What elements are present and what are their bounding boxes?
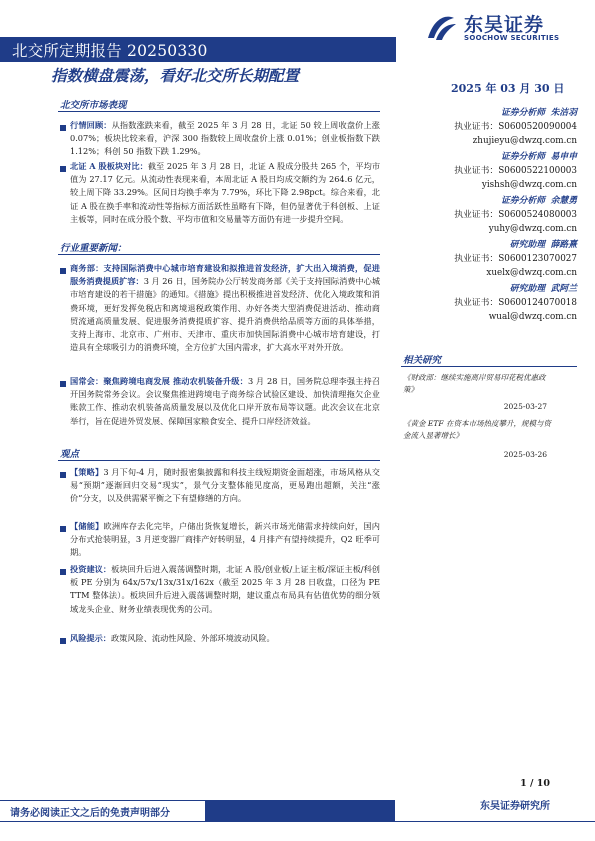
cert-label: 执业证书： (454, 166, 499, 176)
para-label: 【储能】 (70, 521, 104, 531)
analyst-name: 余慧勇 (550, 196, 577, 206)
analyst-email[interactable]: zhujieyu@dwzq.com.cn (472, 136, 577, 146)
analyst-role: 研究助理 (509, 284, 545, 294)
page-number: 1 / 10 (520, 778, 550, 789)
cert-label: 执业证书： (454, 122, 499, 132)
report-series-title: 北交所定期报告 20250330 (12, 42, 208, 60)
cert-number: S0600124070018 (498, 298, 577, 308)
para-text: 欧洲库存去化完毕，户储出货恢复增长，新兴市场光储需求持续向好，国内分布式抢装明显，3 月逆变器厂商排产好转明显，4 月排产有望持续提升，Q2 旺季可期。 (70, 521, 380, 558)
analyst-name: 武阿兰 (550, 284, 577, 294)
cert-label: 执业证书： (454, 210, 499, 220)
analyst-role: 证券分析师 (501, 196, 545, 206)
bullet-icon (60, 268, 66, 274)
logo-text-cn: 东吴证券 (464, 14, 545, 36)
related-item-date: 2025-03-27 (503, 402, 547, 411)
para-label: 国常会：聚焦跨境电商发展 推动农机装备升级： (70, 376, 248, 386)
para-text: 3 月下旬-4 月，随时报密集披露和科技主线短期资金面超涨，市场风格从交易“预期”逐渐回归交易“现实”，景气分支整体能见度高，更易跑出超额，关注“涨价”分支，以及供需紧平衡之下有望修缮的方向。 (70, 467, 380, 504)
analyst-card (454, 106, 577, 148)
analyst-email[interactable]: wual@dwzq.com.cn (488, 312, 577, 322)
analyst-name: 薛路熹 (550, 240, 577, 250)
report-date: 2025 年 03 月 30 日 (451, 82, 565, 95)
analyst-card (454, 282, 577, 324)
cert-number: S0600522100003 (498, 166, 577, 176)
related-item-date: 2025-03-26 (503, 450, 547, 459)
section-title-news: 行业重要新闻： (60, 243, 127, 254)
news-commerce-paragraph (70, 262, 380, 354)
para-text: 截至 2025 年 3 月 28 日，北证 A 股成分股共 265 个，平均市值为 27.17 亿元。从流动性表现来看，本周北证 A 股日均成交额约为 264.6 亿元，较上周下降 33.29%。区间日均换手率为 7.79%，环比下降 2.98pct。综合来看，北证 A 股在换手率和流动性等指标方面活跃性虽略有下降，但仍显著优于科创板、上证主板等，同时在成分股个数、平均市值和交易量等方面仍有进一步提升空间。 (70, 161, 381, 224)
section-title-market: 北交所市场表现 (60, 100, 127, 111)
disclaimer-text[interactable]: 请务必阅读正文之后的免责声明部分 (10, 808, 170, 819)
section-title-view: 观点 (60, 449, 80, 460)
bullet-icon (60, 472, 66, 478)
analyst-card (454, 150, 577, 192)
bullet-icon (60, 381, 66, 387)
board-compare-paragraph (70, 160, 380, 226)
cert-label: 执业证书： (454, 298, 499, 308)
analyst-name: 朱洁羽 (550, 108, 577, 118)
bullet-icon (60, 125, 66, 131)
analyst-card (454, 194, 577, 236)
footer-firm-name: 东吴证券研究所 (480, 801, 550, 812)
cert-number: S0600520090004 (498, 122, 577, 132)
section-divider (58, 254, 380, 255)
view-strategy-paragraph (70, 466, 380, 506)
related-item-title[interactable]: 《黄金 ETF 在资本市场热度攀升，规模与资金流入显著增长》 (403, 419, 551, 440)
risk-warning-paragraph (70, 632, 380, 645)
para-label: 风险提示： (70, 633, 111, 643)
news-state-council-paragraph (70, 375, 380, 428)
cert-label: 执业证书： (454, 254, 499, 264)
investment-advice-paragraph (70, 563, 380, 616)
section-divider (401, 366, 577, 367)
disclaimer-box (0, 801, 205, 821)
bullet-icon (60, 166, 66, 172)
view-storage-paragraph (70, 520, 380, 560)
para-label: 北证 A 股板块对比： (70, 161, 148, 171)
market-review-paragraph (70, 119, 380, 159)
para-text: 从指数涨跌来看，截至 2025 年 3 月 28 日，北证 50 较上周收盘价上涨 0.07%；板块比较来看，沪深 300 指数较上周收盘价上涨 0.01%；创业板指数下跌 1.12%；科创 50 指数下跌 1.29%。 (70, 120, 380, 157)
brand-logo (424, 8, 594, 48)
analyst-role: 证券分析师 (501, 152, 545, 162)
related-research-title: 相关研究 (403, 355, 442, 366)
analyst-email[interactable]: xuelx@dwzq.com.cn (486, 268, 577, 278)
analyst-card (454, 238, 577, 280)
analyst-role: 证券分析师 (501, 108, 545, 118)
analyst-name: 易申申 (550, 152, 577, 162)
cert-number: S0600123070027 (498, 254, 577, 264)
logo-text-en: SOOCHOW SECURITIES (464, 34, 560, 42)
analyst-role: 研究助理 (509, 240, 545, 250)
cert-number: S0600524080003 (498, 210, 577, 220)
para-text: 3 月 28 日，国务院总理李强主持召开国务院常务会议。会议聚焦推进跨境电子商务综合试验区建设、加快清理拖欠企业账款工作、推动农机装备高质量发展以及优化口岸开放布局等议题。此次会议在北京举行，旨在促进外贸发展、保障国家粮食安全、提升口岸经济效益。 (70, 376, 381, 426)
para-label: 【策略】 (70, 467, 104, 477)
related-item-title[interactable]: 《财政部：继续实施离岸贸易印花税优惠政策》 (403, 373, 546, 394)
analyst-email[interactable]: yishsh@dwzq.com.cn (481, 180, 577, 190)
logo-mark-icon (424, 12, 458, 42)
para-label: 行情回顾： (70, 120, 112, 130)
section-divider (58, 111, 380, 112)
para-text: 板块回升后进入震荡调整时期，北证 A 股/创业板/上证主板/深证主板/科创板 PE 分别为 64x/57x/13x/31x/162x（截至 2025 年 3 月 28 日收盘，口径为 PE TTM 整体法）。板块回升后进入震荡调整时期，建议重点布局具有估值优势的细分领域龙头企业、财务业绩表现优秀的公司。 (70, 564, 380, 614)
section-divider (58, 460, 380, 461)
analyst-email[interactable]: yuhy@dwzq.com.cn (488, 224, 577, 234)
report-series-bar (0, 37, 396, 62)
para-label: 商务部：支持国际消费中心城市培育建设和拟推进首发经济，扩大出入境消费，促进服务消费提质扩容： (70, 263, 380, 287)
bullet-icon (60, 526, 66, 532)
report-headline: 指数横盘震荡，看好北交所长期配置 (51, 66, 300, 85)
bullet-icon (60, 638, 66, 644)
para-label: 投资建议： (70, 564, 112, 574)
para-text: 政策风险、流动性风险、外部环境波动风险。 (110, 633, 275, 643)
para-text: 3 月 26 日，国务院办公厅转发商务部《关于支持国际消费中心城市培育建设的若干措施》的通知。《措施》提出积极推进首发经济、优化入境政策和消费环境，更好发挥免税店和离境退税政策作用、办好各类大型消费促进活动、推动商贸流通高质量发展、促进服务消费提质扩容、提升消费供给品质等方面的具体举措，支持上海市、北京市、广州市、天津市、重庆市加快国际消费中心城市培育建设，打造具有全球吸引力的消费环境，全方位扩大国内需求，扩大高水平对外开放。 (70, 276, 381, 353)
bullet-icon (60, 569, 66, 575)
